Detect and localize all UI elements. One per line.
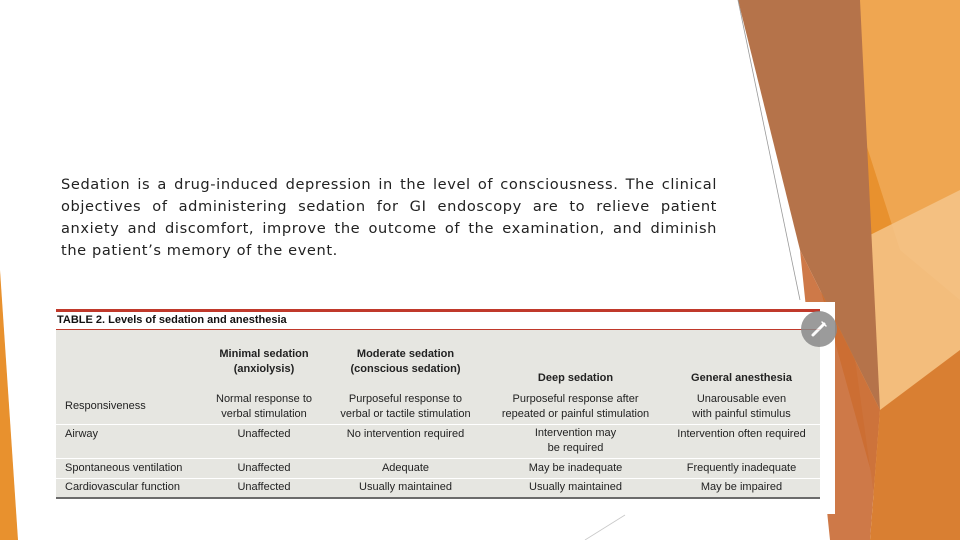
sedation-table (56, 330, 820, 499)
cell (488, 390, 663, 424)
table-image (53, 302, 835, 514)
table-caption: TABLE 2. Levels of sedation and anesthesia (56, 312, 820, 330)
cell-line: repeated or painful stimulation (501, 407, 650, 420)
cell: May be inadequate (488, 458, 663, 478)
cell (663, 390, 820, 424)
cell-line: verbal or tactile stimulation (340, 407, 471, 420)
header-moderate-line2: (conscious sedation) (350, 362, 461, 375)
row-label: Airway (56, 424, 205, 458)
cell: Unaffected (205, 478, 323, 498)
cell (205, 390, 323, 424)
edit-button[interactable] (801, 311, 837, 347)
header-general (663, 330, 820, 390)
header-moderate-line1: Moderate sedation (356, 347, 455, 360)
cell-line: Unaffected (237, 427, 291, 440)
cell-line: Normal response to (216, 392, 312, 405)
cell (663, 424, 820, 458)
header-minimal-line1: Minimal sedation (219, 347, 309, 360)
cell-line: Purposeful response after (512, 392, 639, 405)
cell-line: be required (547, 442, 604, 454)
row-label: Responsiveness (56, 390, 205, 424)
header-deep-label: Deep sedation (537, 372, 614, 384)
cell-line: with painful stimulus (692, 407, 791, 420)
row-label: Spontaneous ventilation (56, 458, 205, 478)
cell (323, 424, 488, 458)
cell-line: Intervention often required (677, 427, 806, 440)
cell-line: Purposeful response to (348, 392, 463, 405)
sedation-table-wrap (56, 309, 820, 499)
header-empty (56, 330, 205, 390)
pencil-icon (809, 319, 829, 339)
table-row (56, 478, 820, 498)
cell: Usually maintained (488, 478, 663, 498)
cell-line: Unarousable even (696, 392, 787, 405)
table-header-row (56, 330, 820, 390)
header-moderate (323, 330, 488, 390)
cell: Usually maintained (323, 478, 488, 498)
cell-line: No intervention required (346, 427, 465, 440)
table-row (56, 424, 820, 458)
cell: May be impaired (663, 478, 820, 498)
table-row (56, 390, 820, 424)
cell (488, 424, 663, 458)
cell-line: verbal stimulation (221, 407, 307, 420)
left-edge-shape (0, 270, 18, 540)
body-paragraph: Sedation is a drug-induced depression in the level of consciousness. The clinical objectives of administering sedation for GI endoscopy are to relieve patient anxiety and discomfort, improve the outcome of the examination, and diminish the patient’s memory of the event. (61, 176, 717, 259)
header-minimal (205, 330, 323, 390)
row-label: Cardiovascular function (56, 478, 205, 498)
header-minimal-line2: (anxiolysis) (233, 362, 295, 375)
cell: Adequate (323, 458, 488, 478)
cell: Frequently inadequate (663, 458, 820, 478)
table-row (56, 458, 820, 478)
cell (205, 424, 323, 458)
thin-line-2 (585, 515, 625, 540)
header-deep (488, 330, 663, 390)
cell (323, 390, 488, 424)
cell: Unaffected (205, 458, 323, 478)
cell-line: Intervention may (534, 427, 617, 439)
header-general-label: General anesthesia (691, 372, 792, 384)
